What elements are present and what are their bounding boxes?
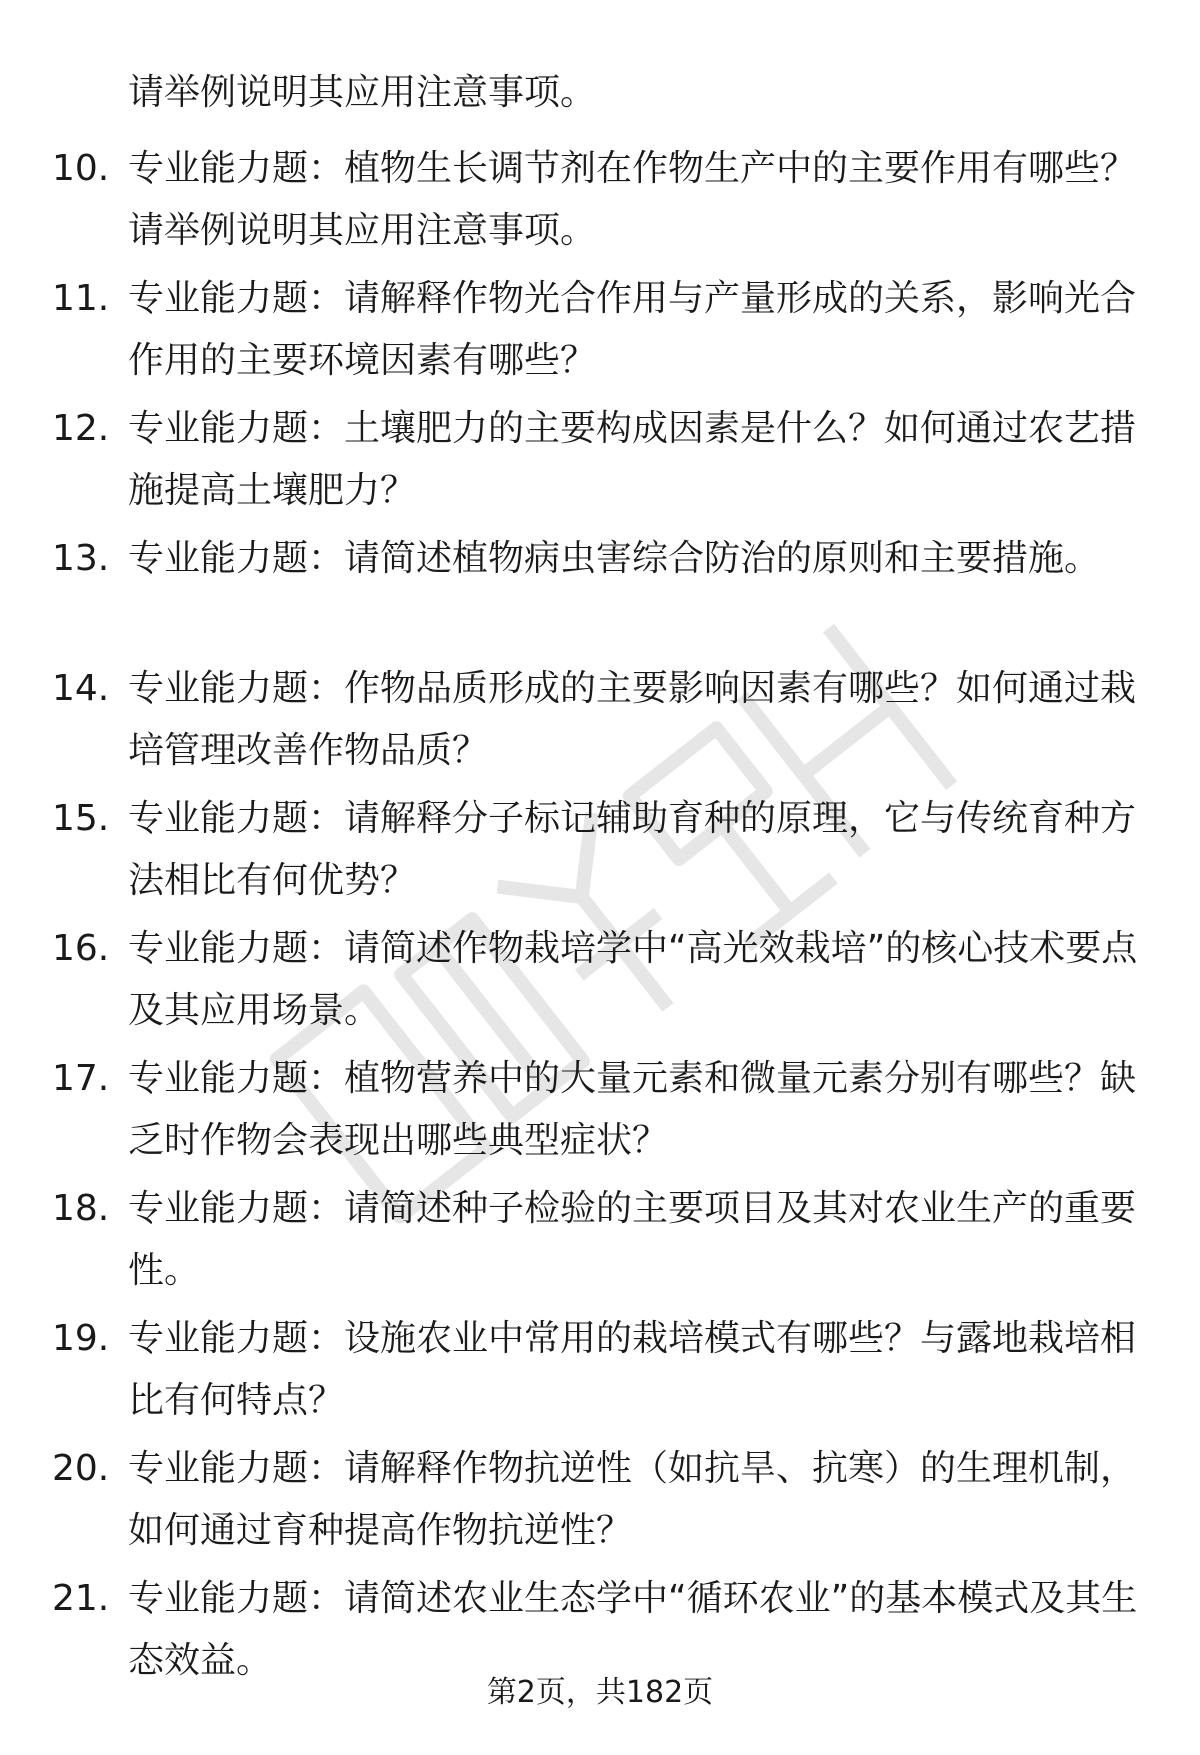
question-number: 17.	[52, 1058, 110, 1099]
question-number: 10.	[52, 148, 110, 189]
question-text: 专业能力题：请简述农业生态学中“循环农业”的基本模式及其生态效益。	[128, 1578, 1138, 1681]
question-text: 专业能力题：请解释作物光合作用与产量形成的关系，影响光合作用的主要环境因素有哪些？	[128, 278, 1137, 381]
question-number: 18.	[52, 1188, 110, 1229]
list-item	[0, 138, 1200, 268]
question-text: 专业能力题：植物生长调节剂在作物生产中的主要作用有哪些？请举例说明其应用注意事项。	[128, 148, 1137, 251]
question-number: 19.	[52, 1318, 110, 1359]
question-text: 专业能力题：请解释作物抗逆性（如抗旱、抗寒）的生理机制，如何通过育种提高作物抗逆性？	[128, 1448, 1137, 1551]
question-number: 15.	[52, 798, 110, 839]
question-text: 专业能力题：土壤肥力的主要构成因素是什么？如何通过农艺措施提高土壤肥力？	[128, 408, 1137, 511]
list-item	[0, 658, 1200, 788]
list-item	[0, 788, 1200, 918]
question-text: 专业能力题：请简述种子检验的主要项目及其对农业生产的重要性。	[128, 1188, 1137, 1291]
question-text: 专业能力题：请解释分子标记辅助育种的原理，它与传统育种方法相比有何优势？	[128, 798, 1137, 901]
continuation-line: 请举例说明其应用注意事项。	[128, 72, 597, 113]
question-number: 13.	[52, 538, 110, 579]
list-item	[0, 1178, 1200, 1308]
question-text: 专业能力题：请简述植物病虫害综合防治的原则和主要措施。	[128, 538, 1101, 579]
list-item	[0, 528, 1200, 658]
question-number: 16.	[52, 928, 110, 969]
question-number: 21.	[52, 1578, 110, 1619]
question-list	[0, 138, 1200, 1698]
question-text: 专业能力题：作物品质形成的主要影响因素有哪些？如何通过栽培管理改善作物品质？	[128, 668, 1137, 771]
list-item	[0, 1438, 1200, 1568]
list-item	[0, 918, 1200, 1048]
question-number: 12.	[52, 408, 110, 449]
list-item	[0, 1048, 1200, 1178]
question-text: 专业能力题：请简述作物栽培学中“高光效栽培”的核心技术要点及其应用场景。	[128, 928, 1138, 1031]
question-text: 专业能力题：设施农业中常用的栽培模式有哪些？与露地栽培相比有何特点？	[128, 1318, 1137, 1421]
question-number: 14.	[52, 668, 110, 709]
question-number: 11.	[52, 278, 110, 319]
question-number: 20.	[52, 1448, 110, 1489]
list-item	[0, 1308, 1200, 1438]
page-footer: 第2页，共182页	[486, 1675, 714, 1710]
list-item	[0, 268, 1200, 398]
question-text: 专业能力题：植物营养中的大量元素和微量元素分别有哪些？缺乏时作物会表现出哪些典型症状？	[128, 1058, 1137, 1161]
list-item	[0, 398, 1200, 528]
